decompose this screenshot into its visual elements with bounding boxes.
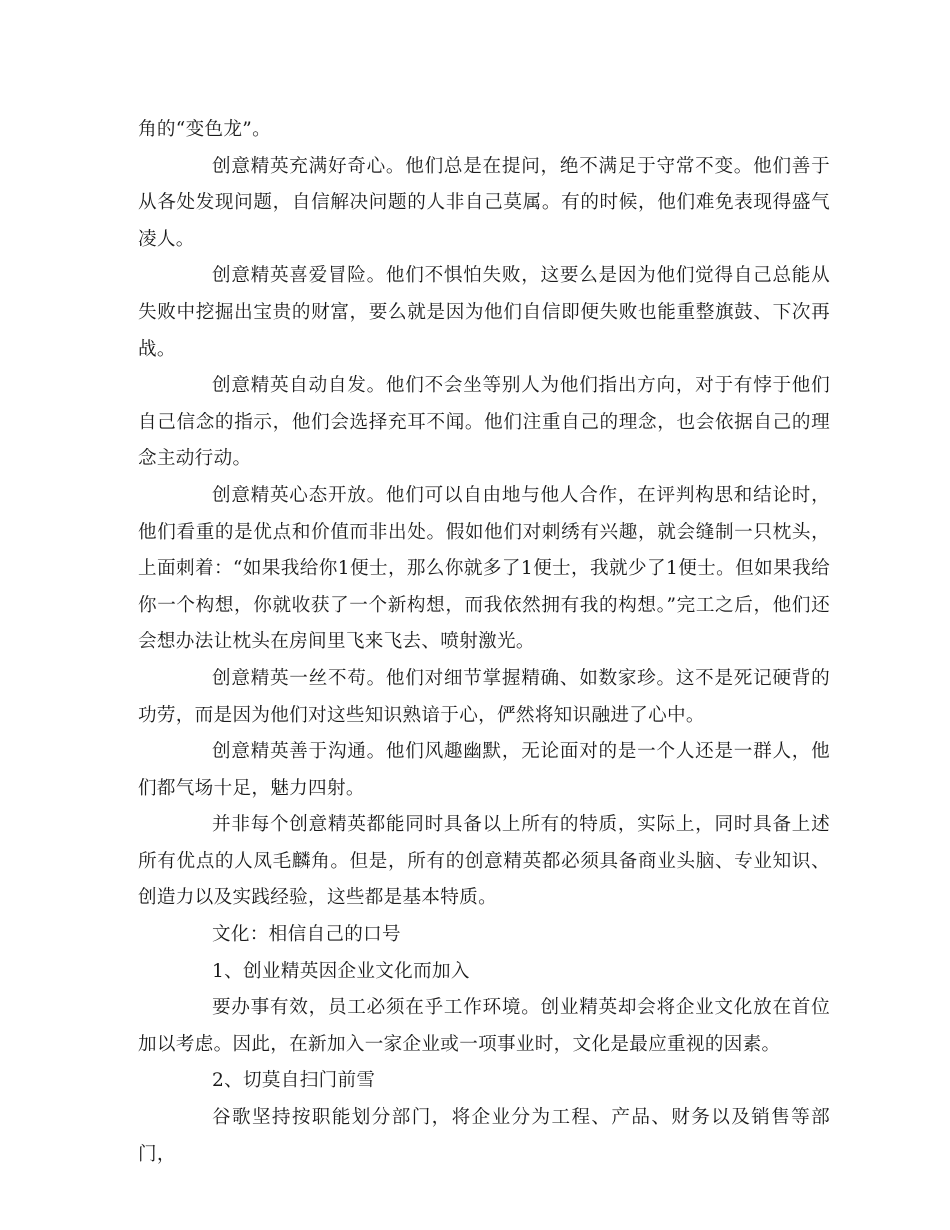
paragraph-communication: 创意精英善于沟通。他们风趣幽默，无论面对的是一个人还是一群人，他们都气场十足，魅力四射。 <box>138 741 830 799</box>
paragraph-self-motivated: 创意精英自动自发。他们不会坐等别人为他们指出方向，对于有悖于他们自己信念的指示，他们会选择充耳不闻。他们注重自己的理念，也会依据自己的理念主动行动。 <box>138 375 830 470</box>
paragraph-google-departments: 谷歌坚持按职能划分部门，将企业分为工程、产品、财务以及销售等部门， <box>138 1107 830 1165</box>
section-heading-culture: 文化：相信自己的口号 <box>212 924 401 946</box>
paragraph-open-minded: 创意精英心态开放。他们可以自由地与他人合作，在评判构思和结论时，他们看重的是优点和价值而非出处。假如他们对刺绣有兴趣，就会缝制一只枕头，上面刺着：“如果我给你1便士，那么你就多了1便士，我就少了1便士。但如果我给你一个构想，你就收获了一个新构想，而我依然拥有我的构想。”完工之后，他们还会想办法让枕头在房间里飞来飞去、喷射激光。 <box>138 484 830 653</box>
paragraph-risk-taking: 创意精英喜爱冒险。他们不惧怕失败，这要么是因为他们觉得自己总能从失败中挖掘出宝贵的财富，要么就是因为他们自信即便失败也能重整旗鼓、下次再战。 <box>138 265 830 360</box>
paragraph-work-environment: 要办事有效，员工必须在乎工作环境。创业精英却会将企业文化放在首位加以考虑。因此，在新加入一家企业或一项事业时，文化是最应重视的因素。 <box>138 997 830 1055</box>
subheading-1: 1、创业精英因企业文化而加入 <box>212 960 470 982</box>
paragraph-meticulous: 创意精英一丝不苟。他们对细节掌握精确、如数家珍。这不是死记硬背的功劳，而是因为他们对这些知识熟谙于心，俨然将知识融进了心中。 <box>138 667 830 726</box>
paragraph-curiosity: 创意精英充满好奇心。他们总是在提问，绝不满足于守常不变。他们善于从各处发现问题，自信解决问题的人非自己莫属。有的时候，他们难免表现得盛气凌人。 <box>138 155 830 250</box>
paragraph-continuation: 角的“变色龙”。 <box>138 119 271 140</box>
paragraph-basic-traits: 并非每个创意精英都能同时具备以上所有的特质，实际上，同时具备上述所有优点的人凤毛麟角。但是，所有的创意精英都必须具备商业头脑、专业知识、创造力以及实践经验，这些都是基本特质。 <box>138 814 830 909</box>
subheading-2: 2、切莫自扫门前雪 <box>212 1070 376 1092</box>
document-body <box>138 112 830 1173</box>
